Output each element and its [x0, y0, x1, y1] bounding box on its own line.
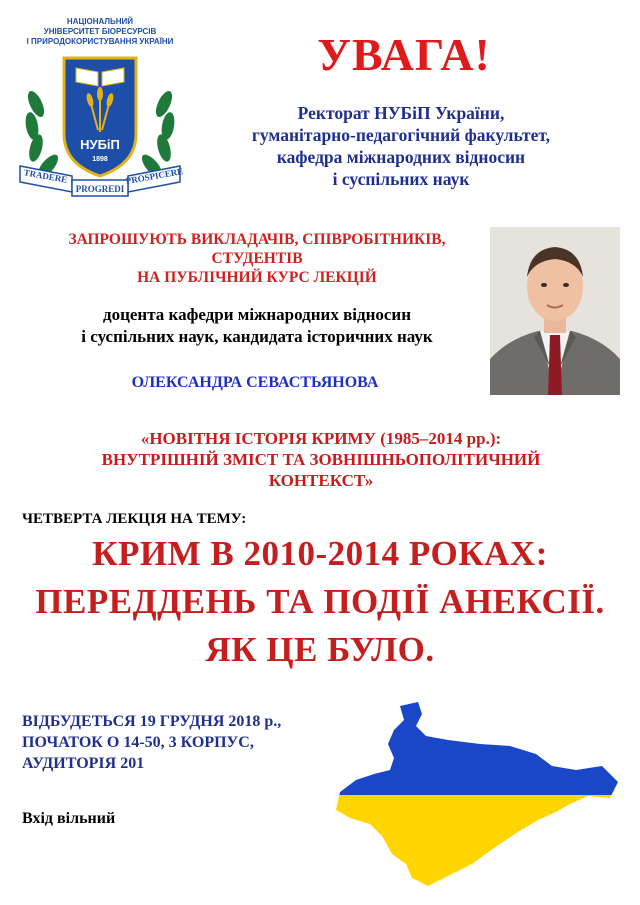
attention-heading: УВАГА! — [317, 29, 491, 80]
docent-line: і суспільних наук, кандидата історичних наук — [81, 327, 433, 346]
logo-org-line1: НАЦІОНАЛЬНИЙ — [66, 17, 134, 26]
invite-block — [22, 230, 492, 287]
course-line: «НОВІТНЯ ІСТОРІЯ КРИМУ (1985–2014 рр.): — [140, 429, 502, 448]
logo-org-line3: І ПРИРОДОКОРИСТУВАННЯ УКРАЇНИ — [26, 37, 174, 46]
event-details — [22, 711, 352, 774]
rectorate-line: і суспільних наук — [332, 169, 470, 189]
rectorate-block — [196, 102, 606, 190]
course-title — [22, 428, 620, 491]
lecturer-photo — [490, 227, 620, 395]
logo-motto-center: PROGREDI — [75, 184, 125, 194]
docent-line: доцента кафедри міжнародних відносин — [102, 305, 412, 324]
fourth-lecture-label: ЧЕТВЕРТА ЛЕКЦІЯ НА ТЕМУ: — [22, 511, 247, 527]
topic-line: ЯК ЦЕ БУЛО. — [205, 630, 435, 669]
rectorate-line: гуманітарно-педагогічний факультет, — [251, 125, 551, 145]
lecture-topic — [6, 530, 634, 674]
invite-line: СТУДЕНТІВ — [211, 250, 303, 267]
logo-org-line2: УНІВЕРСИТЕТ БІОРЕСУРСІВ — [43, 27, 157, 36]
course-line: ВНУТРІШНІЙ ЗМІСТ ТА ЗОВНІШНЬОПОЛІТИЧНИЙ — [101, 450, 541, 469]
course-line: КОНТЕКСТ» — [268, 471, 374, 490]
invite-line: ЗАПРОШУЮТЬ ВИКЛАДАЧІВ, СПІВРОБІТНИКІВ, — [68, 231, 446, 248]
topic-line: ПЕРЕДДЕНЬ ТА ПОДІЇ АНЕКСІЇ. — [35, 582, 605, 621]
university-logo — [14, 14, 186, 210]
lecturer-name: ОЛЕКСАНДРА СЕВАСТЬЯНОВА — [131, 374, 379, 391]
invite-line: НА ПУБЛІЧНИЙ КУРС ЛЕКЦІЙ — [137, 269, 377, 286]
topic-line: КРИМ В 2010-2014 РОКАХ: — [92, 534, 548, 573]
logo-motto-right: PROSPICERE — [125, 166, 184, 187]
rectorate-line: кафедра міжнародних відносин — [276, 147, 526, 167]
event-line: ПОЧАТОК О 14-50, 3 КОРПУС, — [22, 734, 254, 751]
logo-year: 1898 — [92, 156, 108, 163]
logo-abbr: НУБіП — [80, 137, 120, 152]
event-line: ВІДБУДЕТЬСЯ 19 ГРУДНЯ 2018 р., — [22, 713, 282, 730]
docent-block — [22, 304, 492, 348]
crimea-map-icon — [330, 700, 624, 890]
entry-note: Вхід вільний — [22, 810, 116, 827]
rectorate-line: Ректорат НУБіП України, — [297, 103, 505, 123]
event-line: АУДИТОРІЯ 201 — [22, 755, 145, 772]
logo-motto-left: TRADERE — [22, 167, 69, 185]
